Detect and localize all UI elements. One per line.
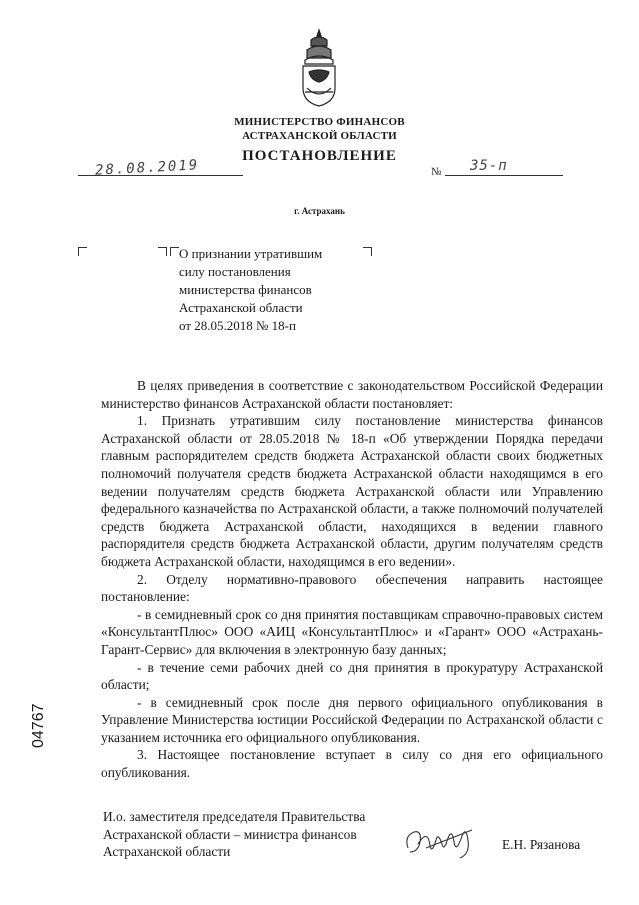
body-intro: В целях приведения в соответствие с законодательством Российской Федерации министерство финансов Астраханской области постановляет: <box>101 378 603 411</box>
side-stamp-number: 04767 <box>30 703 47 748</box>
signatory-title-line1: И.о. заместителя председателя Правительства <box>103 809 366 824</box>
signatory-title-line3: Астраханской области <box>103 844 231 860</box>
ministry-name-line1: МИНИСТЕРСТВО ФИНАНСОВ <box>234 116 405 128</box>
body-item-2-b: - в течение семи рабочих дней со дня принятия в прокуратуру Астраханской области; <box>101 659 603 693</box>
body-item-3: 3. Настоящее постановление вступает в силу со дня его официального опубликования. <box>101 747 603 781</box>
ministry-name-line2: АСТРАХАНСКОЙ ОБЛАСТИ <box>242 130 397 142</box>
signatory-title-line2: Астраханской области – министра финансов <box>103 826 357 842</box>
subject-line: О признании утратившим <box>179 246 323 261</box>
body-item-2: 2. Отделу нормативно-правового обеспечения направить настоящее постановление: <box>101 571 603 605</box>
subject-line: от 28.05.2018 № 18-п <box>179 318 296 333</box>
signature-block <box>103 808 403 861</box>
date-underline <box>78 175 243 176</box>
handwritten-signature <box>400 818 485 863</box>
document-subject <box>179 245 374 335</box>
document-body <box>101 377 603 782</box>
corner-bracket-top-left <box>78 247 87 256</box>
subject-line: силу постановления <box>179 264 291 279</box>
number-underline <box>445 175 563 176</box>
signatory-name: Е.Н. Рязанова <box>502 837 581 852</box>
city-label: г. Астрахань <box>294 206 345 216</box>
number-label: № <box>431 166 442 178</box>
corner-bracket-top-right <box>158 247 167 256</box>
document-type-title: ПОСТАНОВЛЕНИЕ <box>242 148 397 164</box>
body-item-1: 1. Признать утратившим силу постановление министерства финансов Астраханской области от 28.05.2018 № 18-п «Об утверждении Порядка передачи главным распорядителем средств бюджета Астраханской области своих бюджетных полномочий получателя средств бюджета Астраханской области находящимся в его ведении получателям средств бюджета Астраханской области или Управлению федерального казначейства по Астраханской области, а также полномочий получателей средств бюджета Астраханской области, находящихся в ведении главного распорядителя средств бюджета Астраханской области, другим получателям средств бюджета Астраханской области, находящимся в его ведении». <box>101 413 603 569</box>
subject-line: министерства финансов <box>179 282 312 297</box>
number-handwritten: 35-п <box>470 158 508 174</box>
date-handwritten: 28.08.2019 <box>94 157 200 179</box>
subject-line: Астраханской области <box>179 300 303 315</box>
body-item-2-c: - в семидневный срок после дня первого официального опубликования в Управление Министерства юстиции Российской Федерации по Астраханской области с указанием источника его официального опубликования. <box>101 694 603 745</box>
coat-of-arms-emblem <box>297 28 341 110</box>
body-item-2-a: - в семидневный срок со дня принятия поставщикам справочно-правовых систем «КонсультантПлюс» ООО «АИЦ «КонсультантПлюс» и «Гарант» ООО «Астрахань-Гарант-Сервис» для включения в электронную базу данных; <box>101 606 603 657</box>
subject-bracket-left <box>170 247 179 256</box>
